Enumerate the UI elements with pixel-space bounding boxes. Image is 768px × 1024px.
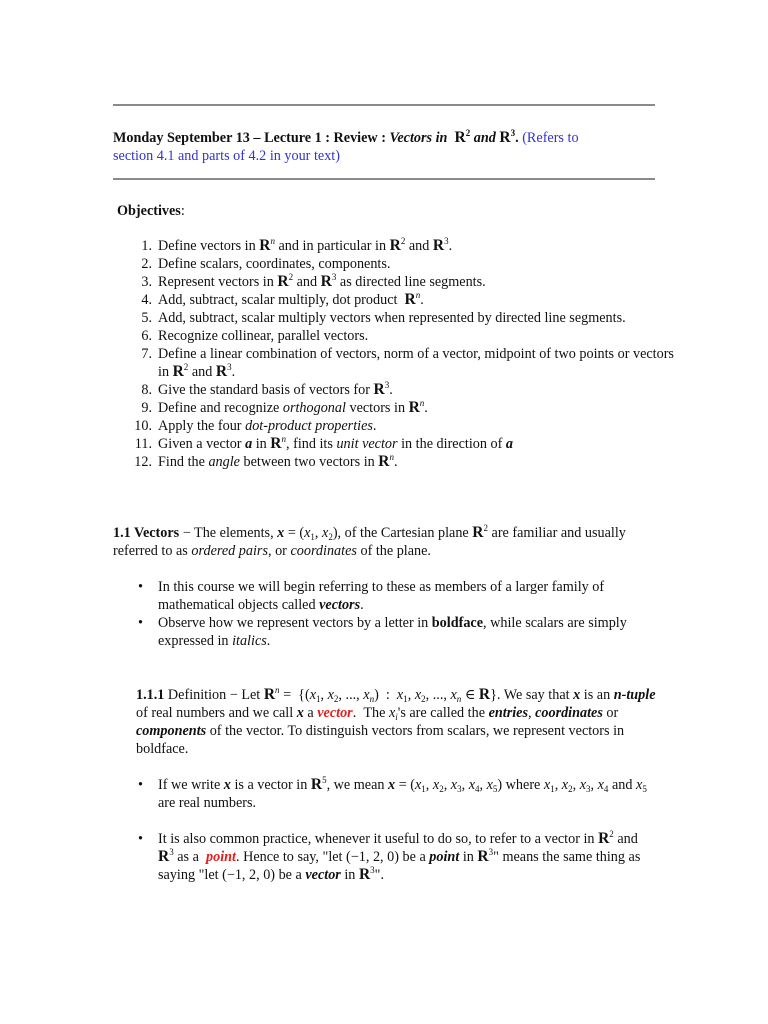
objective-item: 3. Represent vectors in $R^2$ and $R^3$ as directed line segments. [141, 272, 486, 290]
list-item: • If we write x is a vector in $R^5$, we mean $x = (x_1$, $x_2$, $x_3$, $x_4$, $x_5$) where $x_1$, $x_2$, $x_3$, $x_4$ and $x_5$ are real numbers. [138, 775, 647, 811]
list-item: • In this course we will begin referring to these as members of a larger family of mathematical objects called vectors. [138, 579, 605, 613]
section-1-1-paragraph: 1.1 Vectors − The elements, $x = (x_1$, $x_2$), of the Cartesian plane $R^2$ are familiar and usually referred to as ordered pairs, or coordinates of the plane. [113, 523, 626, 559]
objective-item: 5. Add, subtract, scalar multiply vectors when represented by directed line segments. [141, 310, 626, 326]
objective-item: 1. Define vectors in $R^n$ and in particular in $R^2$ and $R^3$. [141, 236, 453, 254]
definition-bullet-1 [136, 776, 656, 812]
bottom-rule [113, 178, 655, 180]
definition-paragraph: 1.1.1 Definition − Let $R^n = \{(x_1$, $x_2$, ..., $x_n$) : $x_1$, $x_2$, ..., $x_n$ ∈ R}. We say that x is an n-tuple of real numbers and we call x a vector. The $x_i's$ are called the entries, coordinates or components of the vector. To distinguish vectors from scalars, we represent vectors in boldface. [136, 685, 656, 757]
objective-item: 10. Apply the four dot-product properties. [134, 418, 377, 434]
objective-item: 6. Recognize collinear, parallel vectors. [141, 328, 369, 344]
title-italic: Vectors in [389, 130, 448, 146]
objective-item: 2. Define scalars, coordinates, components. [141, 256, 391, 272]
objectives-list [128, 237, 688, 471]
section-1-1-bullets [136, 578, 676, 650]
objective-item: 11. Given a vector a in $R^n$, find its unit vector in the direction of a [134, 434, 513, 452]
objectives-heading: Objectives: [117, 203, 185, 219]
objective-item: 7. Define a linear combination of vectors, norm of a vector, midpoint of two points or vectors in $R^2$ and $R^3$. [141, 346, 674, 380]
title-and: and [473, 130, 496, 146]
objective-item: 12. Find the angle between two vectors in $R^n$. [134, 452, 398, 470]
definition-label: Definition [167, 687, 227, 703]
text-reference-line2: section 4.1 and parts of 4.2 in your text) [113, 148, 340, 164]
text-reference: (Refers to [522, 130, 579, 146]
list-item: • Observe how we represent vectors by a letter in boldface, while scalars are simply expressed in italics. [138, 615, 627, 649]
objective-item: 4. Add, subtract, scalar multiply, dot product $R^n$. [141, 290, 424, 308]
list-item: • It is also common practice, whenever it useful to do so, to refer to a vector in $R^2$ and $R^3$ as a point. Hence to say, "let (−1, 2, 0) be a point in $R^3$" means the same thing as saying "let (−1, 2, 0) be a vector in $R^3$". [138, 829, 641, 883]
objective-item: 9. Define and recognize orthogonal vectors in $R^n$. [141, 398, 428, 416]
top-rule [113, 104, 655, 106]
objective-item: 8. Give the standard basis of vectors for $R^3$. [141, 380, 393, 398]
title-main: Monday September 13 – Lecture 1 : Review : [113, 130, 390, 146]
definition-bullet-2 [136, 830, 656, 884]
definition-number: 1.1.1 [136, 687, 165, 703]
section-1-1-heading: 1.1 Vectors [113, 525, 180, 541]
lecture-title: Monday September 13 – Lecture 1 : Review : Vectors in $R^2$ and $R^3$. (Refers to section 4.1 and parts of 4.2 in your text) [113, 128, 579, 164]
